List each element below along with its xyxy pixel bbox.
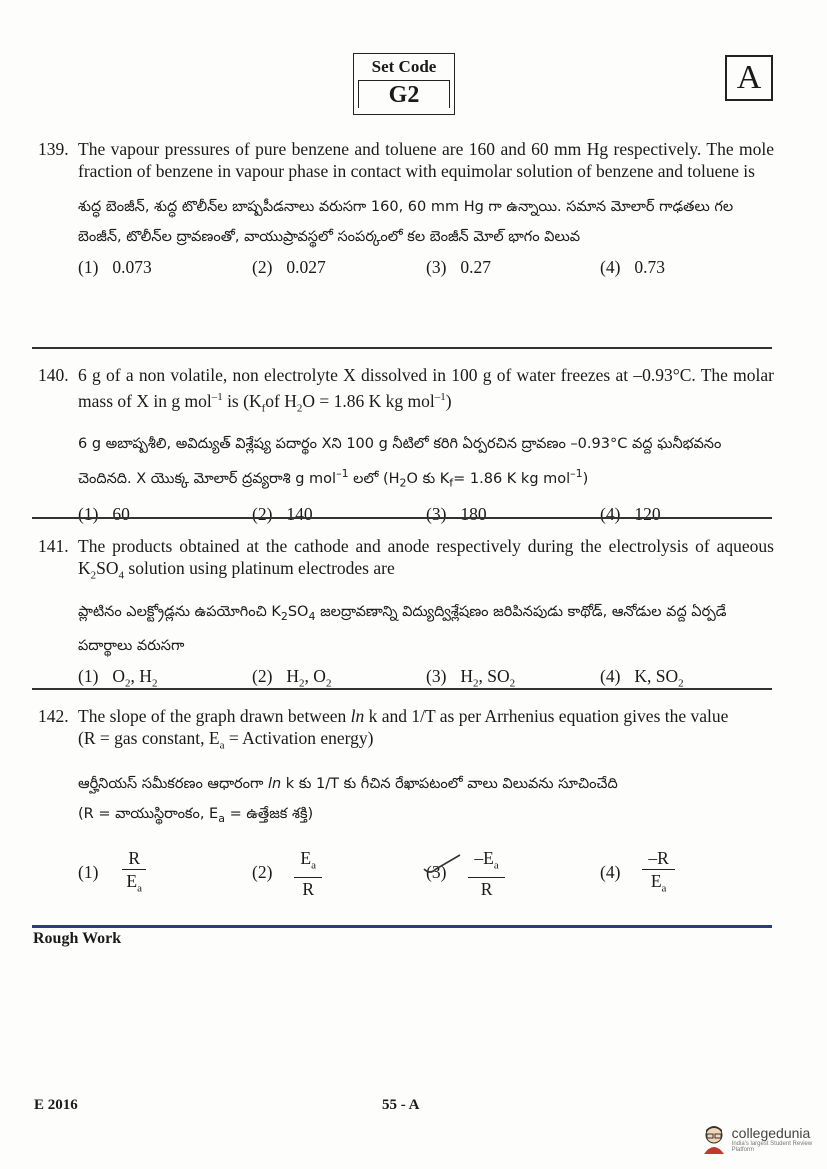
option-2[interactable]: (2) 0.027 <box>252 257 326 277</box>
question-140 <box>38 364 774 525</box>
question-number: 142. <box>38 706 69 726</box>
student-avatar-icon <box>700 1124 726 1154</box>
option-2[interactable]: (2) 140 <box>252 504 313 525</box>
option-1[interactable]: (1) $\frac{R}{E_a}$ <box>78 847 252 900</box>
set-letter-box: A <box>725 55 773 101</box>
options <box>78 847 774 900</box>
option-4[interactable]: (4) 120 <box>600 504 661 525</box>
pen-mark-icon <box>422 853 466 875</box>
set-code-label: Set Code <box>371 57 437 76</box>
set-code-value: G2 <box>358 80 450 108</box>
divider <box>32 517 772 519</box>
set-code-box <box>353 53 455 115</box>
footer-exam-code: E 2016 <box>34 1097 78 1113</box>
options <box>78 503 774 525</box>
divider <box>32 688 772 690</box>
logo-text: collegedunia <box>731 1125 811 1141</box>
question-text-telugu: 6 g అబాష్పశీలి, అవిద్యుత్ విశ్లేష్య పదార్థం Xని 100 g నీటిలో కరిగి ఏర్పరచిన ద్రావణం –0.93°C వద్ద ఘనీభవనం చెందినది. X యొక్క మోలార్ ద్రవ్యరాశి g mol$^{-1}$ లలో ($H_2O$ కు $K_f= 1.86$ K kg mol$^{-1}$) <box>78 436 722 491</box>
option-3[interactable]: (3) 180 <box>426 504 487 525</box>
options <box>78 256 774 278</box>
logo-tagline: India's largest Student Review Platform <box>731 1141 813 1153</box>
rough-work-label: Rough Work <box>33 930 122 947</box>
options <box>78 665 774 695</box>
question-text-english: 6 g of a non volatile, non electrolyte X dissolved in 100 g of water freezes at –0.93°C. The molar mass of X in g mol$^{-1}$ is ($K_fof$ $H_2O = 1.86$ K kg mol$^{-1}$) <box>78 365 774 415</box>
question-141 <box>38 535 774 695</box>
question-number: 139. <box>38 139 69 159</box>
option-1[interactable]: (1) 0.073 <box>78 257 152 277</box>
option-1[interactable]: (1) $O_2$, $H_2$ <box>78 666 158 690</box>
question-text-english: The vapour pressures of pure benzene and toluene are 160 and 60 mm Hg respectively. The mole fraction of benzene in vapour phase in contact with equimolar solution of benzene and toluene is <box>78 139 774 181</box>
footer-page-number: 55 - A <box>382 1097 420 1113</box>
option-3[interactable]: (3) $\frac{-E_a}{R}$ <box>426 847 600 900</box>
option-2[interactable]: (2) $H_2$, $O_2$ <box>252 666 332 690</box>
question-text-english: The slope of the graph drawn between ln k and 1/T as per Arrhenius equation gives the value (R = gas constant, $E_a$ = Activation energy) <box>78 706 729 752</box>
option-3[interactable]: (3) $H_2$, $SO_2$ <box>426 666 516 690</box>
question-text-telugu: ఆర్హీనియస్ సమీకరణం ఆధారంగా ln k కు 1/T కు గీచిన రేఖాపటంలో వాలు విలువను సూచించేది (R = వాయుస్థిరాంకం, $E_a$ = ఉత్తేజక శక్తి) <box>78 775 618 825</box>
rough-work-divider <box>32 925 772 928</box>
question-142 <box>38 705 774 900</box>
question-text-telugu: ప్లాటినం ఎలక్ట్రోడ్లను ఉపయోగించి $K_2SO_4$ జలద్రావణాన్ని విద్యుద్విశ్లేషణం జరిపినపుడు కాథోడ్, ఆనోడుల వద్ద ఏర్పడే పదార్థాలు వరుసగా <box>78 603 727 655</box>
question-number: 140. <box>38 365 69 385</box>
question-text-english: The products obtained at the cathode and anode respectively during the electrolysis of aqueous $K_2SO_4$ solution using platinum electrodes are <box>78 536 774 582</box>
option-3[interactable]: (3) 0.27 <box>426 257 492 277</box>
option-4[interactable]: (4) K, $SO_2$ <box>600 666 684 690</box>
collegedunia-logo <box>700 1124 827 1154</box>
option-4[interactable]: (4) $\frac{-R}{E_a}$ <box>600 847 774 900</box>
divider <box>32 347 772 349</box>
question-number: 141. <box>38 536 69 556</box>
question-139 <box>38 138 774 278</box>
option-2[interactable]: (2) $\frac{E_a}{R}$ <box>252 847 426 900</box>
option-4[interactable]: (4) 0.73 <box>600 257 666 277</box>
option-1[interactable]: (1) 60 <box>78 504 130 525</box>
question-text-telugu: శుద్ధ బెంజీన్, శుద్ధ టొలీన్‌ల బాష్పపీడనాలు వరుసగా 160, 60 mm Hg గా ఉన్నాయి. సమాన మోలార్ గాఢతలు గల బెంజీన్, టొలీన్‌ల ద్రావణంతో, వాయుప్రావస్థలో సంపర్కంలో కల బెంజీన్ మోల్ భాగం విలువ <box>78 199 734 245</box>
